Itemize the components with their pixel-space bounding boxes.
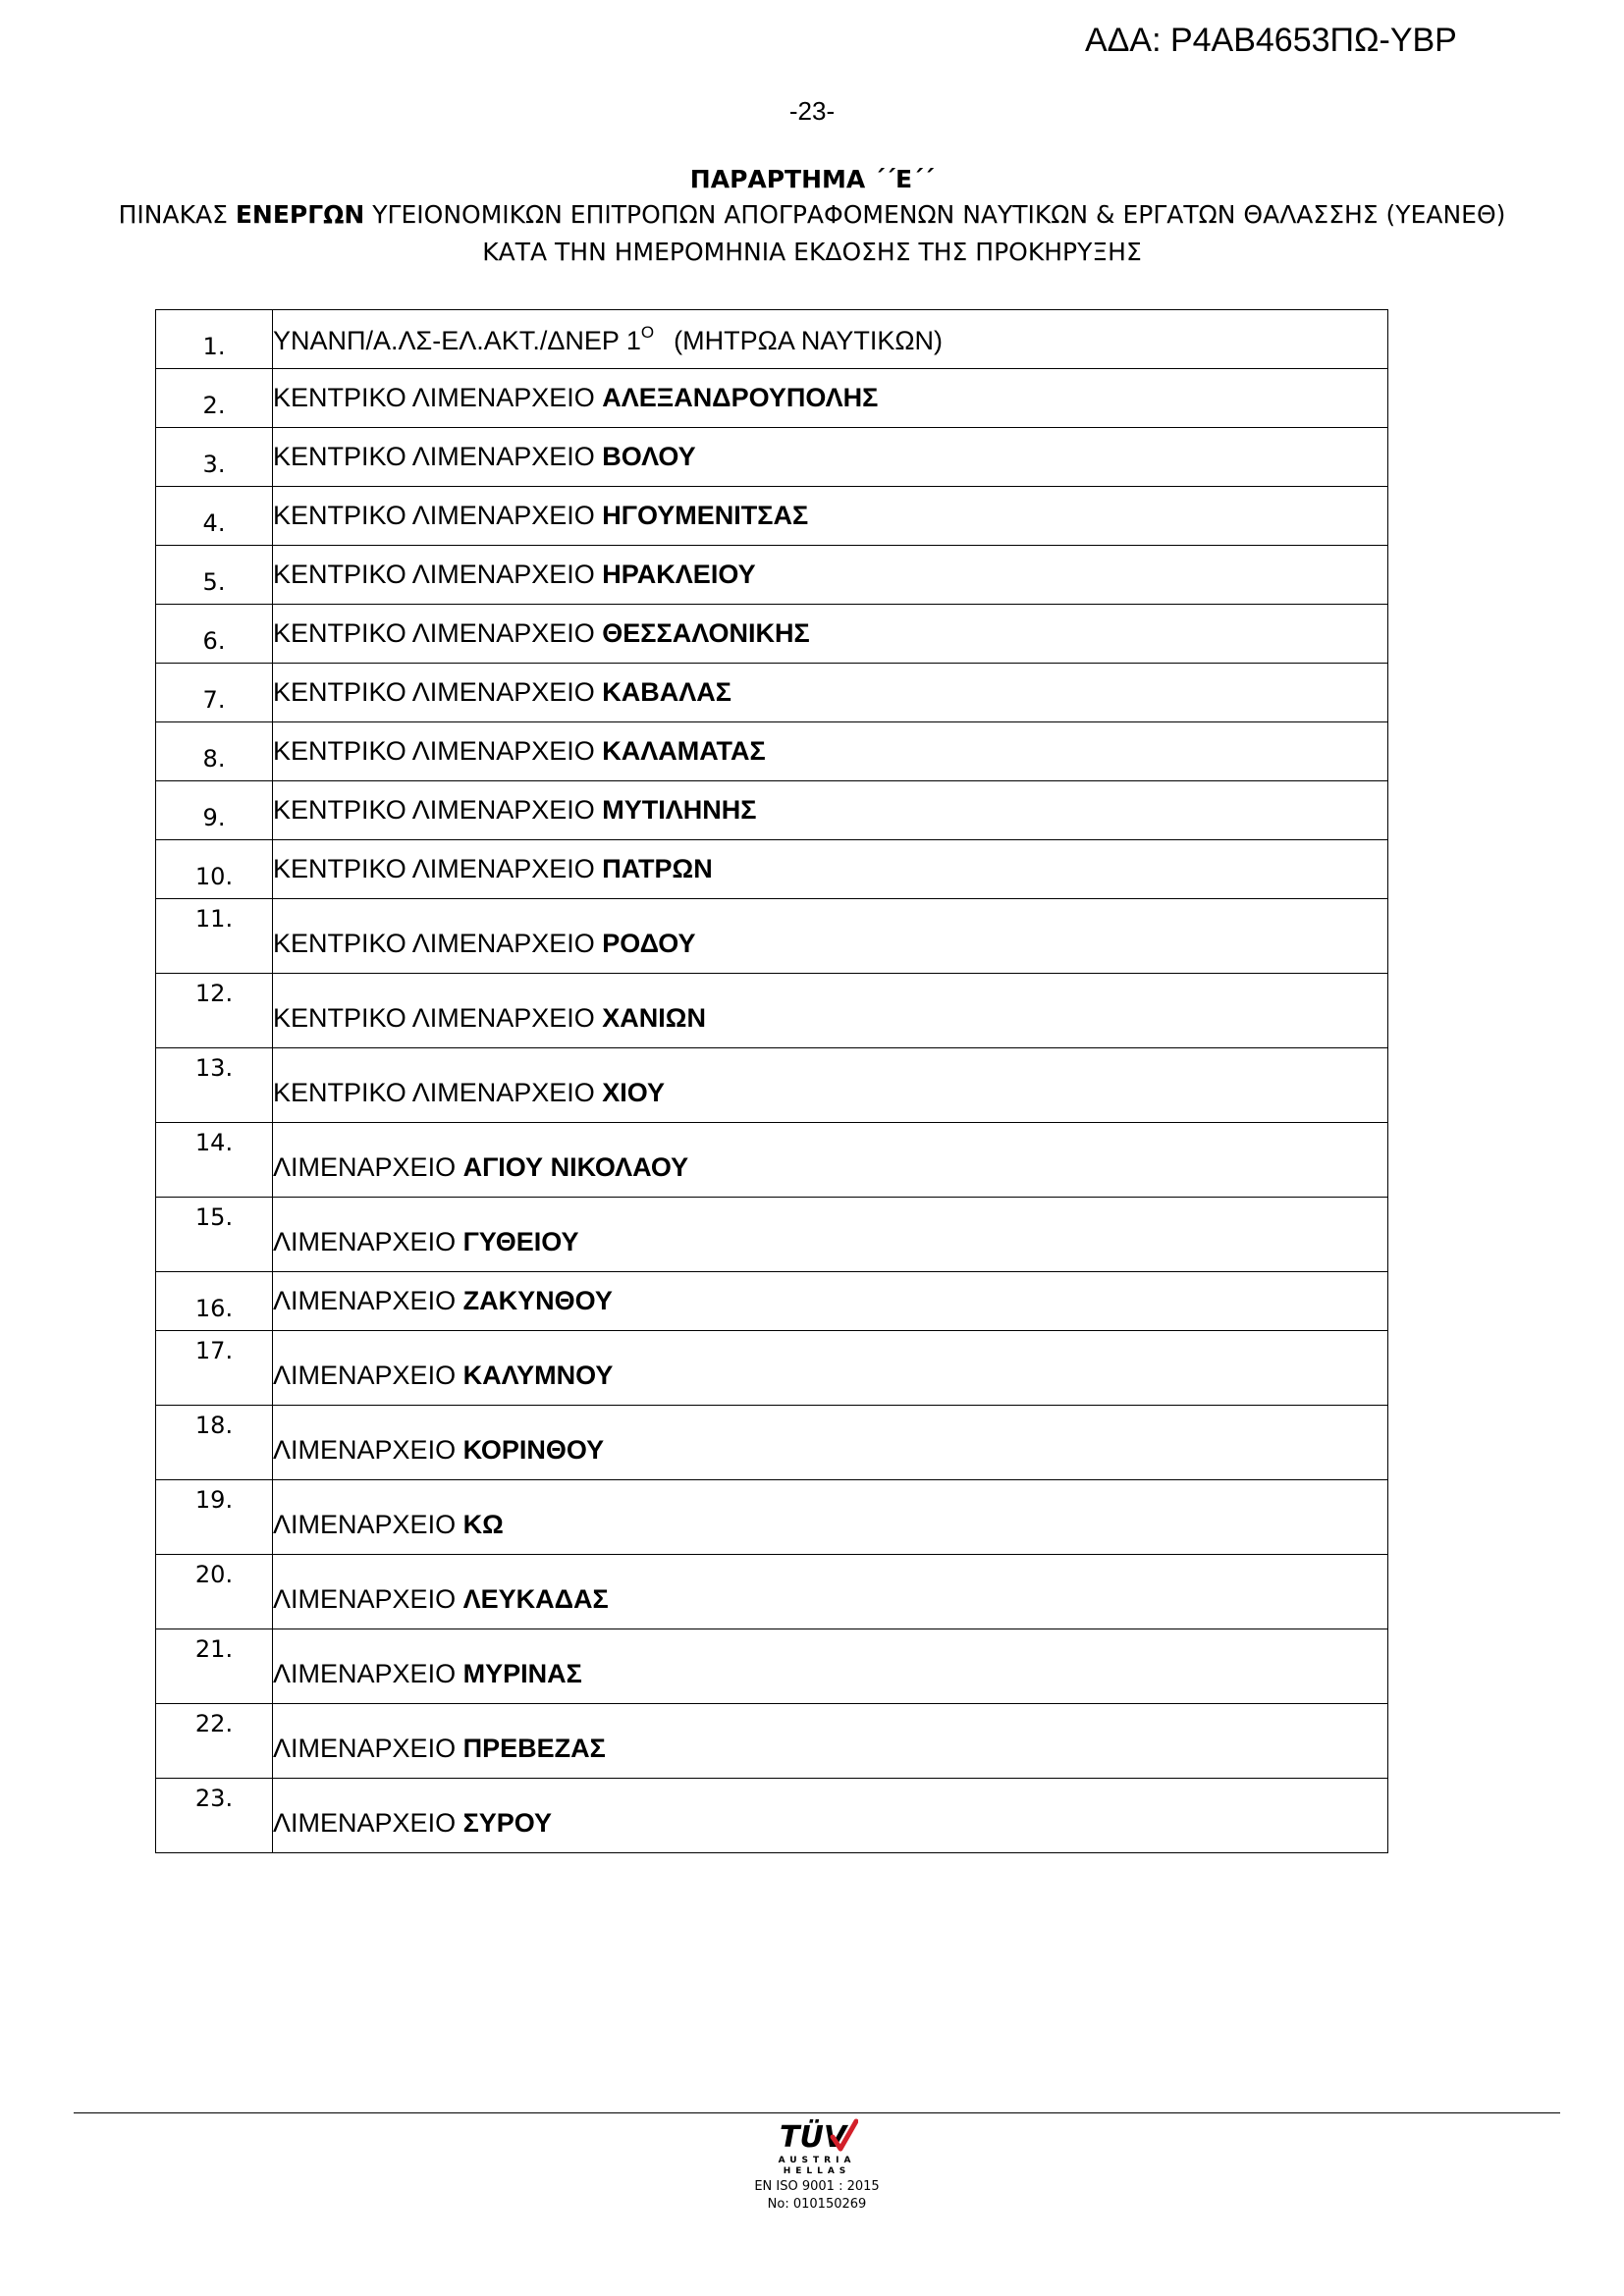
row-name bbox=[273, 1331, 1388, 1406]
table-row bbox=[156, 1480, 1388, 1555]
logo-line-austria: AUSTRIA bbox=[778, 2156, 856, 2165]
row-name bbox=[273, 840, 1388, 899]
table-row bbox=[156, 1198, 1388, 1272]
row-name-prefix: ΛΙΜΕΝΑΡΧΕΙΟ bbox=[273, 1510, 463, 1539]
row-name bbox=[273, 310, 1388, 369]
table-row bbox=[156, 310, 1388, 369]
row-name-place: ΣΥΡΟΥ bbox=[462, 1808, 553, 1838]
table-row bbox=[156, 840, 1388, 899]
row-number: 8. bbox=[156, 722, 273, 781]
row-name bbox=[273, 664, 1388, 722]
row-number: 22. bbox=[156, 1704, 273, 1779]
row-name-prefix: ΚΕΝΤΡΙΚΟ ΛΙΜΕΝΑΡΧΕΙΟ bbox=[273, 560, 603, 589]
row-number: 3. bbox=[156, 428, 273, 487]
row-number: 11. bbox=[156, 899, 273, 974]
row-number: 17. bbox=[156, 1331, 273, 1406]
row-number: 7. bbox=[156, 664, 273, 722]
row-name-prefix: ΛΙΜΕΝΑΡΧΕΙΟ bbox=[273, 1286, 463, 1315]
row-name bbox=[273, 1555, 1388, 1629]
row-name-prefix: ΛΙΜΕΝΑΡΧΕΙΟ bbox=[273, 1734, 463, 1763]
table-row bbox=[156, 1779, 1388, 1853]
table-row bbox=[156, 722, 1388, 781]
tuv-logo bbox=[776, 2115, 858, 2155]
row-number: 15. bbox=[156, 1198, 273, 1272]
row-number: 14. bbox=[156, 1123, 273, 1198]
row-name bbox=[273, 722, 1388, 781]
row-number: 4. bbox=[156, 487, 273, 546]
row-number: 12. bbox=[156, 974, 273, 1048]
table-row bbox=[156, 1704, 1388, 1779]
row-name bbox=[273, 1629, 1388, 1704]
table-row bbox=[156, 369, 1388, 428]
table-row bbox=[156, 546, 1388, 605]
iso-standard: EN ISO 9001 : 2015 bbox=[754, 2179, 880, 2194]
cert-number: No: 010150269 bbox=[767, 2197, 867, 2212]
row-name bbox=[273, 605, 1388, 664]
row-name-prefix: ΚΕΝΤΡΙΚΟ ΛΙΜΕΝΑΡΧΕΙΟ bbox=[273, 442, 603, 471]
row-name-place: ΗΡΑΚΛΕΙΟΥ bbox=[602, 560, 756, 589]
page-number: -23- bbox=[788, 96, 836, 126]
row-name-prefix: ΚΕΝΤΡΙΚΟ ΛΙΜΕΝΑΡΧΕΙΟ bbox=[273, 1078, 603, 1107]
table-row bbox=[156, 1123, 1388, 1198]
table-subtitle: ΚΑΤΑ ΤΗΝ ΗΜΕΡΟΜΗΝΙΑ ΕΚΔΟΣΗΣ ΤΗΣ ΠΡΟΚΗΡΥΞΗΣ bbox=[482, 238, 1142, 266]
row-name bbox=[273, 546, 1388, 605]
table-row bbox=[156, 1555, 1388, 1629]
table-row bbox=[156, 781, 1388, 840]
row-name-prefix: ΛΙΜΕΝΑΡΧΕΙΟ bbox=[273, 1808, 463, 1838]
table-title-pre: ΠΙΝΑΚΑΣ bbox=[118, 200, 236, 229]
row-number: 21. bbox=[156, 1629, 273, 1704]
row-name bbox=[273, 1480, 1388, 1555]
row-name bbox=[273, 369, 1388, 428]
table-row bbox=[156, 1629, 1388, 1704]
row-name-place: ΚΑΛΑΜΑΤΑΣ bbox=[602, 736, 766, 766]
row-name bbox=[273, 487, 1388, 546]
table-row bbox=[156, 428, 1388, 487]
row-name-prefix: ΚΕΝΤΡΙΚΟ ΛΙΜΕΝΑΡΧΕΙΟ bbox=[273, 1003, 603, 1033]
row-number: 13. bbox=[156, 1048, 273, 1123]
row-name-prefix: ΚΕΝΤΡΙΚΟ ΛΙΜΕΝΑΡΧΕΙΟ bbox=[273, 677, 603, 707]
row-name-place: ΑΓΙΟΥ ΝΙΚΟΛΑΟΥ bbox=[462, 1152, 689, 1182]
row-number: 1. bbox=[156, 310, 273, 369]
row-name-sup: Ο bbox=[640, 322, 655, 342]
row-name-place: ΘΕΣΣΑΛΟΝΙΚΗΣ bbox=[602, 618, 810, 648]
row-name-prefix: ΚΕΝΤΡΙΚΟ ΛΙΜΕΝΑΡΧΕΙΟ bbox=[273, 795, 603, 825]
logo-line-hellas: HELLAS bbox=[783, 2166, 851, 2176]
row-name-place: ΓΥΘΕΙΟΥ bbox=[462, 1227, 579, 1256]
row-number: 19. bbox=[156, 1480, 273, 1555]
row-name bbox=[273, 1198, 1388, 1272]
logo-text: TÜV bbox=[780, 2120, 847, 2155]
row-name-prefix: ΛΙΜΕΝΑΡΧΕΙΟ bbox=[273, 1227, 463, 1256]
row-number: 5. bbox=[156, 546, 273, 605]
table-title bbox=[0, 200, 1624, 229]
row-name-place: ΠΑΤΡΩΝ bbox=[602, 854, 713, 883]
row-name bbox=[273, 1704, 1388, 1779]
row-name bbox=[273, 781, 1388, 840]
row-number: 9. bbox=[156, 781, 273, 840]
ada-code: ΑΔΑ: Ρ4ΑΒ4653ΠΩ-ΥΒΡ bbox=[1085, 22, 1457, 59]
row-number: 18. bbox=[156, 1406, 273, 1480]
row-name bbox=[273, 428, 1388, 487]
row-name-place: ΒΟΛΟΥ bbox=[602, 442, 696, 471]
table-title-bold: ΕΝΕΡΓΩΝ bbox=[235, 200, 365, 229]
row-name bbox=[273, 899, 1388, 974]
row-name-place: ΚΟΡΙΝΘΟΥ bbox=[462, 1435, 605, 1465]
row-name-prefix: ΛΙΜΕΝΑΡΧΕΙΟ bbox=[273, 1584, 463, 1614]
row-name-place: ΧΙΟΥ bbox=[602, 1078, 666, 1107]
table-row bbox=[156, 1048, 1388, 1123]
row-name-place: ΚΑΒΑΛΑΣ bbox=[602, 677, 732, 707]
row-name bbox=[273, 1123, 1388, 1198]
row-name bbox=[273, 1406, 1388, 1480]
row-name-place: ΡΟΔΟΥ bbox=[602, 929, 696, 958]
row-name bbox=[273, 1779, 1388, 1853]
row-name-prefix: ΚΕΝΤΡΙΚΟ ΛΙΜΕΝΑΡΧΕΙΟ bbox=[273, 383, 603, 412]
row-name-place: ΚΑΛΥΜΝΟΥ bbox=[462, 1361, 614, 1390]
row-name-place: ΜΥΤΙΛΗΝΗΣ bbox=[602, 795, 757, 825]
table-row bbox=[156, 605, 1388, 664]
row-name-prefix: ΛΙΜΕΝΑΡΧΕΙΟ bbox=[273, 1659, 463, 1688]
row-name bbox=[273, 1272, 1388, 1331]
table-title-post: ΥΓΕΙΟΝΟΜΙΚΩΝ ΕΠΙΤΡΟΠΩΝ ΑΠΟΓΡΑΦΟΜΕΝΩΝ ΝΑΥΤΙΚΩΝ & ΕΡΓΑΤΩΝ ΘΑΛΑΣΣΗΣ (ΥΕΑΝΕΘ) bbox=[364, 200, 1506, 229]
table-row bbox=[156, 487, 1388, 546]
row-number: 20. bbox=[156, 1555, 273, 1629]
row-name-note: (ΜΗΤΡΩΑ ΝΑΥΤΙΚΩΝ) bbox=[674, 325, 944, 355]
table-row bbox=[156, 1272, 1388, 1331]
row-name bbox=[273, 1048, 1388, 1123]
table-row bbox=[156, 1406, 1388, 1480]
row-name-prefix: ΚΕΝΤΡΙΚΟ ΛΙΜΕΝΑΡΧΕΙΟ bbox=[273, 736, 603, 766]
row-name-prefix: ΛΙΜΕΝΑΡΧΕΙΟ bbox=[273, 1435, 463, 1465]
row-name-prefix: ΚΕΝΤΡΙΚΟ ΛΙΜΕΝΑΡΧΕΙΟ bbox=[273, 501, 603, 530]
table-row bbox=[156, 974, 1388, 1048]
committees-table bbox=[155, 309, 1388, 1853]
row-name-text: ΥΝΑΝΠ/Α.ΛΣ-ΕΛ.ΑΚΤ./ΔΝΕΡ 1 bbox=[273, 325, 641, 355]
row-name-place: ΠΡΕΒΕΖΑΣ bbox=[462, 1734, 606, 1763]
annex-title: ΠΑΡΑΡΤΗΜΑ ΄΄Ε΄΄ bbox=[689, 165, 935, 193]
row-name-prefix: ΛΙΜΕΝΑΡΧΕΙΟ bbox=[273, 1152, 463, 1182]
row-number: 10. bbox=[156, 840, 273, 899]
row-number: 23. bbox=[156, 1779, 273, 1853]
table-row bbox=[156, 1331, 1388, 1406]
row-name-place: ΚΩ bbox=[462, 1510, 504, 1539]
row-name-place: ΛΕΥΚΑΔΑΣ bbox=[462, 1584, 609, 1614]
row-name bbox=[273, 974, 1388, 1048]
row-name-prefix: ΚΕΝΤΡΙΚΟ ΛΙΜΕΝΑΡΧΕΙΟ bbox=[273, 618, 603, 648]
footer-divider bbox=[74, 2112, 1560, 2113]
row-name-place: ΑΛΕΞΑΝΔΡΟΥΠΟΛΗΣ bbox=[602, 383, 879, 412]
row-name-prefix: ΚΕΝΤΡΙΚΟ ΛΙΜΕΝΑΡΧΕΙΟ bbox=[273, 929, 603, 958]
row-name-prefix: ΛΙΜΕΝΑΡΧΕΙΟ bbox=[273, 1361, 463, 1390]
row-name-place: ΖΑΚΥΝΘΟΥ bbox=[462, 1286, 613, 1315]
row-name-place: ΗΓΟΥΜΕΝΙΤΣΑΣ bbox=[602, 501, 809, 530]
table-row bbox=[156, 664, 1388, 722]
row-number: 2. bbox=[156, 369, 273, 428]
row-number: 16. bbox=[156, 1272, 273, 1331]
row-name-place: ΜΥΡΙΝΑΣ bbox=[462, 1659, 582, 1688]
row-name-prefix: ΚΕΝΤΡΙΚΟ ΛΙΜΕΝΑΡΧΕΙΟ bbox=[273, 854, 603, 883]
row-name-place: ΧΑΝΙΩΝ bbox=[602, 1003, 706, 1033]
row-number: 6. bbox=[156, 605, 273, 664]
table-row bbox=[156, 899, 1388, 974]
